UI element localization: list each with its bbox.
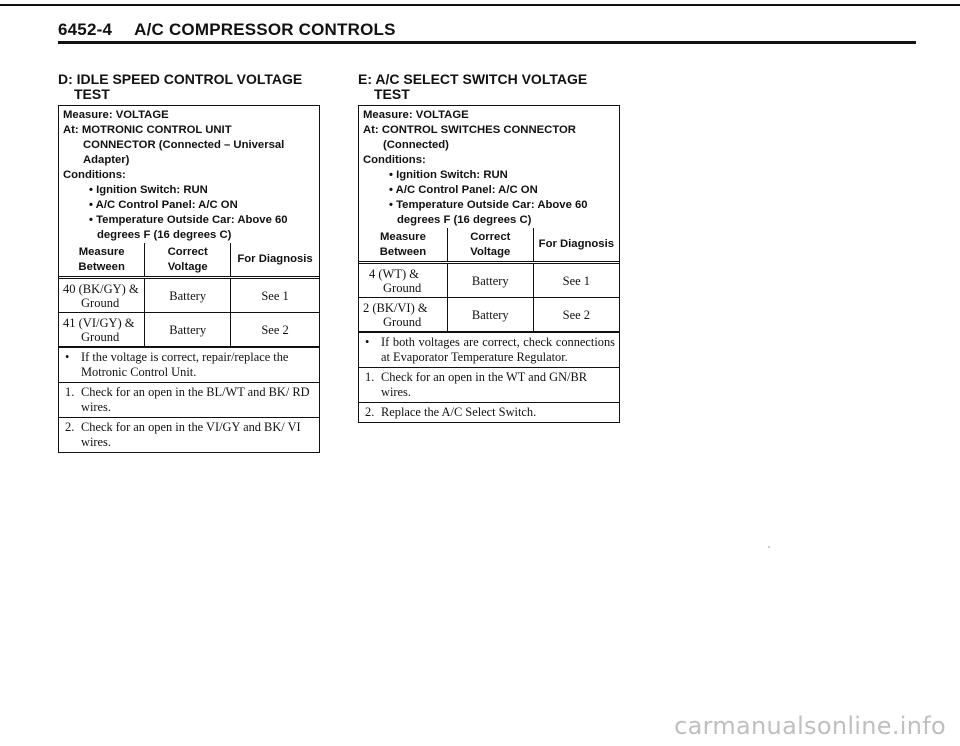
test-box xyxy=(58,105,320,453)
section-d-idle-speed-control xyxy=(58,72,320,453)
test-conditions xyxy=(59,106,319,243)
location-line-cont: Adapter) xyxy=(83,154,130,166)
note-item xyxy=(59,417,319,452)
note-number: 1. xyxy=(365,370,375,384)
column-header: For Diagnosis xyxy=(533,228,619,263)
table-row xyxy=(59,278,319,313)
page-header xyxy=(58,20,396,40)
column-header: Measure Between xyxy=(359,228,447,263)
note-item xyxy=(59,382,319,417)
note-number: 2. xyxy=(65,420,75,434)
correct-voltage-cell: Battery xyxy=(145,278,231,313)
note-item xyxy=(359,367,619,402)
section-title-line1: D: IDLE SPEED CONTROL VOLTAGE xyxy=(58,71,303,87)
measure-between-cell xyxy=(59,313,145,347)
location-line: At: CONTROL SWITCHES CONNECTOR xyxy=(363,124,576,136)
test-box xyxy=(358,105,620,423)
diagnosis-cell: See 2 xyxy=(231,313,319,347)
table-row xyxy=(59,313,319,347)
condition-item: • A/C Control Panel: A/C ON xyxy=(389,184,538,196)
measure-line: Measure: VOLTAGE xyxy=(363,109,469,121)
correct-voltage-cell: Battery xyxy=(447,263,533,298)
condition-item: • Temperature Outside Car: Above 60 xyxy=(89,214,288,226)
measure-between-cell xyxy=(359,263,447,298)
section-title-line2: TEST xyxy=(74,86,110,102)
section-title xyxy=(358,72,620,102)
diagnosis-notes xyxy=(359,332,619,422)
top-border-line xyxy=(0,4,960,6)
table-header-row xyxy=(59,243,319,278)
condition-item-cont: degrees F (16 degrees C) xyxy=(97,229,232,241)
column-header: Correct Voltage xyxy=(447,228,533,263)
column-header: Correct Voltage xyxy=(145,243,231,278)
ground-label: Ground xyxy=(383,280,422,295)
note-text: If both voltages are correct, check connections at Evaporator Temperature Regulator. xyxy=(381,335,615,364)
table-row xyxy=(359,298,619,332)
section-e-ac-select-switch xyxy=(358,72,620,423)
diagnosis-cell: See 2 xyxy=(533,298,619,332)
header-rule xyxy=(58,41,916,44)
location-line-cont: CONNECTOR (Connected – Universal xyxy=(83,139,285,151)
location-line: At: MOTRONIC CONTROL UNIT xyxy=(63,124,232,136)
location-line-cont: (Connected) xyxy=(383,139,449,151)
section-title-line2: TEST xyxy=(374,86,410,102)
conditions-heading: Conditions: xyxy=(63,169,126,181)
bullet-mark: • xyxy=(365,335,370,349)
note-text: If the voltage is correct, repair/replace the Motronic Control Unit. xyxy=(81,350,289,379)
bullet-mark: • xyxy=(65,350,70,364)
correct-voltage-cell: Battery xyxy=(447,298,533,332)
note-text: Replace the A/C Select Switch. xyxy=(381,405,537,419)
condition-item: • Ignition Switch: RUN xyxy=(89,184,208,196)
scan-speck xyxy=(768,546,770,548)
diagnosis-cell: See 1 xyxy=(231,278,319,313)
terminal-label: 40 (BK/GY) & xyxy=(63,281,139,296)
note-text: Check for an open in the WT and GN/BR wires. xyxy=(381,370,588,399)
note-item xyxy=(359,402,619,422)
note-item xyxy=(359,332,619,367)
correct-voltage-cell: Battery xyxy=(145,313,231,347)
diagnosis-cell: See 1 xyxy=(533,263,619,298)
measurement-table xyxy=(359,228,619,332)
column-header: For Diagnosis xyxy=(231,243,319,278)
condition-item: • Ignition Switch: RUN xyxy=(389,169,508,181)
table-header-row xyxy=(359,228,619,263)
measure-between-cell xyxy=(59,278,145,313)
diagnosis-notes xyxy=(59,347,319,452)
ground-label: Ground xyxy=(81,295,120,310)
measure-between-cell xyxy=(359,298,447,332)
measurement-table xyxy=(59,243,319,347)
note-number: 1. xyxy=(65,385,75,399)
ground-label: Ground xyxy=(81,329,120,344)
section-title xyxy=(58,72,320,102)
terminal-label: 4 (WT) & xyxy=(369,266,419,281)
page-number: 6452-4 xyxy=(58,20,113,39)
condition-item-cont: degrees F (16 degrees C) xyxy=(397,214,532,226)
condition-item: • Temperature Outside Car: Above 60 xyxy=(389,199,588,211)
table-row xyxy=(359,263,619,298)
column-header: Measure Between xyxy=(59,243,145,278)
conditions-heading: Conditions: xyxy=(363,154,426,166)
note-item xyxy=(59,347,319,382)
section-title-line1: E: A/C SELECT SWITCH VOLTAGE xyxy=(358,71,588,87)
condition-item: • A/C Control Panel: A/C ON xyxy=(89,199,238,211)
note-text: Check for an open in the BL/WT and BK/ RD wires. xyxy=(81,385,310,414)
test-conditions xyxy=(359,106,619,228)
note-number: 2. xyxy=(365,405,375,419)
terminal-label: 41 (VI/GY) & xyxy=(63,315,135,330)
measure-line: Measure: VOLTAGE xyxy=(63,109,169,121)
site-watermark: carmanualsonline.info xyxy=(674,712,946,740)
note-text: Check for an open in the VI/GY and BK/ VI wires. xyxy=(81,420,301,449)
terminal-label: 2 (BK/VI) & xyxy=(363,300,428,315)
page-title: A/C COMPRESSOR CONTROLS xyxy=(134,20,396,39)
ground-label: Ground xyxy=(383,314,422,329)
